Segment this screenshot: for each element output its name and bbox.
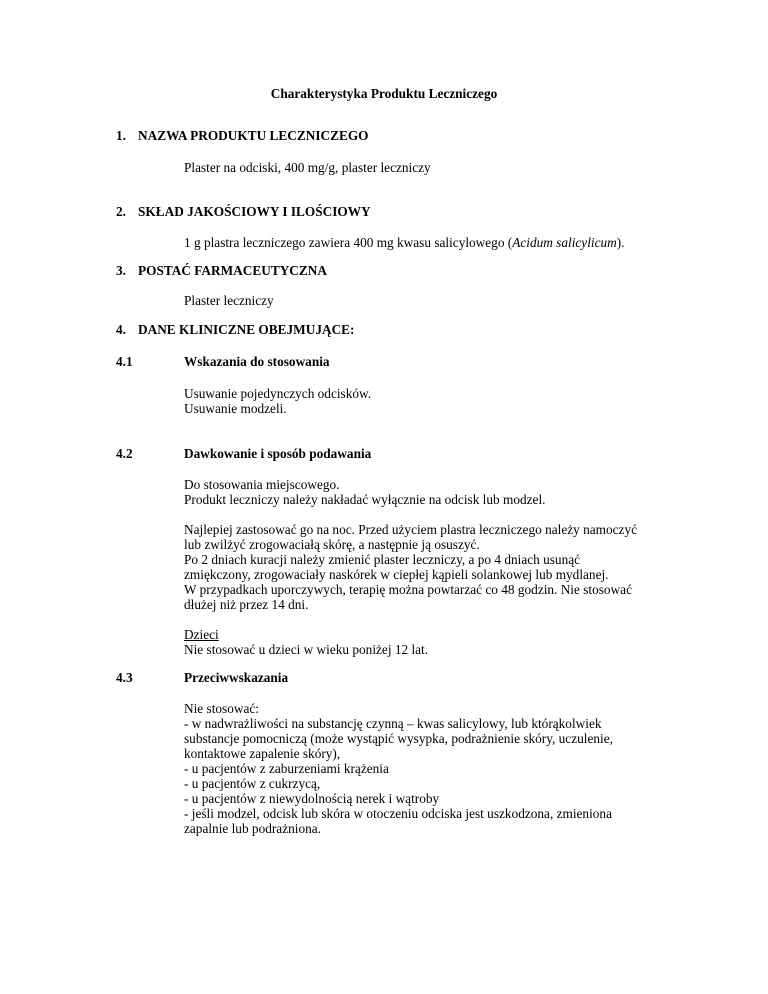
latin-name: Acidum salicylicum [512,235,617,250]
subsection-4-1-number: 4.1 [116,354,133,369]
subsection-4-1-line: Usuwanie pojedynczych odcisków. [184,386,372,401]
paragraph-line: Do stosowania miejscowego. [184,477,340,492]
paragraph-line: dłużej niż przez 14 dni. [184,597,309,612]
section-3-heading [116,263,327,279]
subsection-4-1-heading: Wskazania do stosowania [184,354,330,369]
contraindication-line: - u pacjentów z zaburzeniami krążenia [184,761,389,776]
section-1-text: Plaster na odciski, 400 mg/g, plaster leczniczy [184,160,431,175]
section-3-text: Plaster leczniczy [184,293,274,308]
paragraph-line: Po 2 dniach kuracji należy zmienić plaster leczniczy, a po 4 dniach usunąć [184,552,581,567]
subsection-4-3-number: 4.3 [116,670,133,685]
paragraph-line: Produkt leczniczy należy nakładać wyłącznie na odcisk lub modzel. [184,492,546,507]
children-text: Nie stosować u dzieci w wieku poniżej 12 lat. [184,642,429,657]
section-number: 2. [116,204,126,219]
section-number: 4. [116,322,126,337]
children-heading: Dzieci [184,627,219,642]
section-4-heading [116,322,354,338]
paragraph-line: W przypadkach uporczywych, terapię można powtarzać co 48 godzin. Nie stosować [184,582,632,597]
section-2-heading [116,204,371,220]
section-1-heading [116,128,369,144]
paragraph-line: lub zwilżyć zrogowaciałą skórę, a następnie ją osuszyć. [184,537,480,552]
text-run: 1 g plastra leczniczego zawiera 400 mg kwasu salicylowego ( [184,235,513,250]
section-2-text [184,235,625,251]
subsection-4-3-heading: Przeciwwskazania [184,670,289,685]
contraindication-line: - u pacjentów z niewydolnością nerek i wątroby [184,791,440,806]
contraindication-line: zapalnie lub podrażniona. [184,821,321,836]
contraindication-line: substancje pomocniczą (może wystąpić wysypka, podrażnienie skóry, uczulenie, [184,731,613,746]
contraindication-line: - w nadwrażliwości na substancję czynną – kwas salicylowy, lub którąkolwiek [184,716,602,731]
section-title: DANE KLINICZNE OBEJMUJĄCE: [138,322,355,337]
section-title: POSTAĆ FARMACEUTYCZNA [138,263,327,278]
contraindication-line: - jeśli modzel, odcisk lub skóra w otoczeniu odciska jest uszkodzona, zmieniona [184,806,612,821]
contraindication-line: Nie stosować: [184,701,259,716]
subsection-4-2-number: 4.2 [116,446,133,461]
section-number: 1. [116,128,126,143]
section-title: NAZWA PRODUKTU LECZNICZEGO [138,128,369,143]
contraindication-line: kontaktowe zapalenie skóry), [184,746,341,761]
subsection-4-2-heading: Dawkowanie i sposób podawania [184,446,372,461]
text-run: ). [616,235,625,250]
contraindication-line: - u pacjentów z cukrzycą, [184,776,321,791]
document-title: Charakterystyka Produktu Leczniczego [270,86,498,101]
subsection-4-1-line: Usuwanie modzeli. [184,401,287,416]
paragraph-line: Najlepiej zastosować go na noc. Przed użyciem plastra leczniczego należy namoczyć [184,522,637,537]
paragraph-line: zmiękczony, zrogowaciały naskórek w ciepłej kąpieli solankowej lub mydlanej. [184,567,609,582]
section-number: 3. [116,263,126,278]
section-title: SKŁAD JAKOŚCIOWY I ILOŚCIOWY [138,204,371,219]
